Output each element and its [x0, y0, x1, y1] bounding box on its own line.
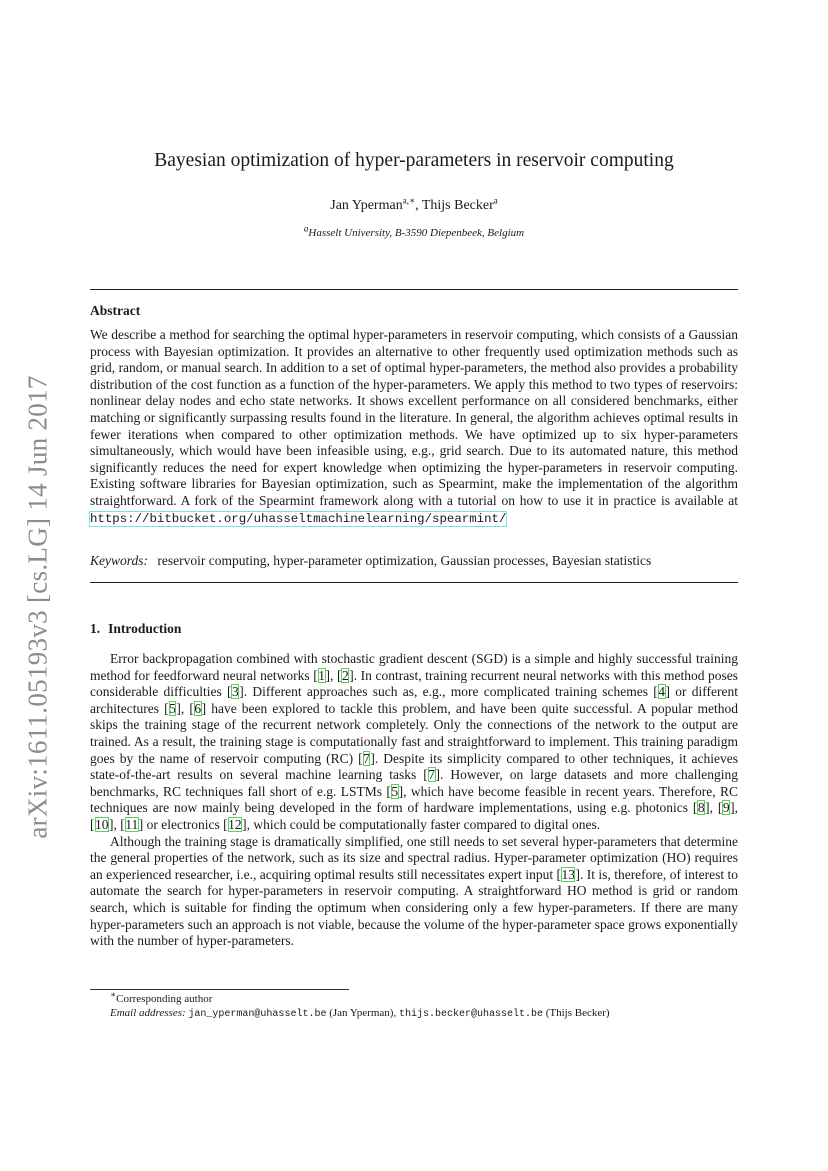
section-number: 1. [90, 621, 101, 636]
paragraph-text: or different architectures [90, 684, 738, 716]
citation-link[interactable]: 4 [658, 684, 665, 700]
citation-link[interactable]: 12 [228, 816, 242, 832]
citation-link[interactable]: 7 [363, 750, 370, 766]
paragraph-text: , which have become feasible in recent years. Therefore, RC techniques are now mainly being developed in the form of hardware implementations, using e.g. photonics [90, 783, 739, 816]
email-owner: (Thijs Becker) [542, 1007, 610, 1019]
citation-link[interactable]: 5 [169, 700, 176, 716]
paragraph-text: Error backpropagation combined with stochastic gradient descent (SGD) is a simple and highly successful training method for feedforward neural networks [90, 651, 738, 683]
abstract-heading: Abstract [90, 303, 141, 318]
paragraph-text: . In contrast, training recurrent neural networks with this method poses considerable difficulties [90, 667, 739, 700]
paragraph-text: , [180, 700, 190, 716]
paragraph-text: , [734, 800, 739, 816]
author-name: Thijs Becker [421, 198, 494, 213]
citation-link[interactable]: 6 [194, 700, 202, 716]
arxiv-identifier: arXiv:1611.05193v3 [cs.LG] 14 Jun 2017 [22, 375, 53, 839]
paragraph-text: or electronics [143, 816, 224, 832]
email-link[interactable]: jan_yperman@uhasselt.be [188, 1009, 327, 1020]
abstract-bottom-rule [90, 582, 738, 583]
author-list [90, 195, 738, 214]
paragraph-text: Although the training stage is dramatically simplified, one still needs to set several hyper-parameters that determine the general properties of the network, such as its size and spectral radius. Hyper-parameter optimization (HO) requires an experienced researcher, i.e., acquiring optimal results still necessitates expert input [90, 833, 738, 882]
abstract-text: We describe a method for searching the optimal hyper-parameters in reservoir computing, which consists of a Gaussian process with Bayesian optimization. It provides an alternative to other frequently used optimization methods such as grid, random, or manual search. In addition to a set of optimal hyper-parameters, the method also provides a probability distribution of the cost function as a function of the hyper-parameters. We apply this method to two types of reservoirs: nonlinear delay nodes and echo state networks. It shows excellent performance on all considered benchmarks, either matching or significantly surpassing results found in the literature. In general, the algorithm achieves optimal results in fewer iterations when compared to other optimization methods. We have optimized up to six hyper-parameters simultaneously, which would have been infeasible using, e.g., grid search. Due to its automated nature, this method significantly reduces the need for expert knowledge when optimizing the hyper-parameters in reservoir computing. Existing software libraries for Bayesian optimization, such as Spearmint, make the implementation of the algorithm straightforward. A fork of the Spearmint framework along with a tutorial on how to use it in practice is available at [90, 327, 738, 508]
paragraph-text: , [709, 800, 718, 816]
email-owner: (Jan Yperman), [326, 1007, 399, 1019]
paragraph-text: . Despite its simplicity compared to other techniques, it achieves state-of-the-art results on several machine learning tasks [90, 750, 738, 783]
spearmint-repo-link[interactable]: https://bitbucket.org/uhasseltmachinelearning/spearmint/ [90, 511, 507, 526]
author-superscript: a,∗ [402, 195, 416, 206]
affiliation [90, 223, 738, 239]
footnote-corresponding [90, 989, 738, 1006]
introduction-body [90, 651, 738, 950]
footnote-marker: ∗ [110, 989, 117, 1000]
paragraph-text: . It is, therefore, of interest to automate the search for hyper-parameters in reservoir computing. A straightforward HO method is grid or random search, which is suitable for finding the optimum when considering only a few hyper-parameters. If there are many hyper-parameters such an approach is not viable, because the volume of the hyper-parameter space grows exponentially with the number of hyper-parameters. [90, 866, 738, 949]
footnote-emails [90, 1006, 738, 1022]
citation-link[interactable]: 9 [722, 800, 730, 816]
keywords-text: reservoir computing, hyper-parameter optimization, Gaussian processes, Bayesian statistics [157, 553, 652, 568]
arxiv-sidebar-stamp [8, 365, 68, 850]
affiliation-text: Hasselt University, B-3590 Diepenbeek, Belgium [308, 227, 525, 239]
citation-link[interactable]: 10 [95, 816, 109, 832]
email-link[interactable]: thijs.becker@uhasselt.be [398, 1009, 543, 1020]
citation-link[interactable]: 8 [697, 800, 705, 816]
section-heading [90, 621, 181, 637]
paragraph-text: , which could be computationally faster compared to digital ones. [246, 816, 601, 832]
abstract-body [90, 327, 738, 527]
keywords-label: Keywords: [90, 553, 148, 568]
affiliation-superscript: a [303, 223, 309, 234]
citation-link[interactable]: 13 [561, 866, 575, 882]
email-label: Email addresses: [110, 1007, 186, 1019]
author-superscript: a [493, 195, 498, 206]
paragraph-text: . Different approaches such as, e.g., more complicated training schemes [243, 684, 654, 700]
paragraph: Although the training stage is dramatically simplified, one still needs to set several hyper-parameters that determine the general properties of the network, such as its size and spectral radius. Hyper-parameter optimization (HO) requires an experienced researcher, i.e., acquiring optimal results still necessitates expert input [13]. It is, therefore, of interest to automate the search for hyper-parameters in reservoir computing. A straightforward HO method is grid or random search, which is suitable for finding the optimum when considering only a few hyper-parameters. If there are many hyper-parameters such an approach is not viable, because the volume of the hyper-parameter space grows exponentially with the number of hyper-parameters. [90, 833, 738, 949]
citation-link[interactable]: 5 [391, 783, 399, 799]
paragraph: Error backpropagation combined with stochastic gradient descent (SGD) is a simple and highly successful training method for feedforward neural networks [1], [2]. In contrast, training recurrent neural networks with this method poses considerable difficulties [3]. Different approaches such as, e.g., more complicated training schemes [4] or different architectures [5], [6] have been explored to tackle this problem, and have been quite successful. A popular method skips the training stage of the recurrent network completely. Only the connections of the network to the output are trained. As a result, the training stage is computationally fast and straightforward to implement. This training paradigm goes by the name of reservoir computing (RC) [7]. Despite its simplicity compared to other techniques, it achieves state-of-the-art results on several machine learning tasks [7]. However, on large datasets and more challenging benchmarks, RC techniques fall short of e.g. LSTMs [5], which have become feasible in recent years. Therefore, RC techniques are now mainly being developed in the form of hardware implementations, using e.g. photonics [8], [9], [10], [11] or electronics [12], which could be computationally faster compared to digital ones. [90, 651, 739, 832]
paper-title: Bayesian optimization of hyper-parameters in reservoir computing [154, 150, 674, 171]
author-separator: , [415, 198, 422, 213]
footnote-rule [90, 989, 349, 990]
keywords-line [90, 553, 738, 569]
section-title: Introduction [108, 621, 182, 636]
footnote-text: Corresponding author [116, 993, 213, 1005]
paragraph-text: , [330, 667, 337, 683]
citation-link[interactable]: 1 [318, 667, 325, 683]
abstract-top-rule [90, 289, 738, 290]
paragraph-text: , [113, 816, 121, 832]
citation-link[interactable]: 11 [125, 816, 139, 832]
author-name: Jan Yperman [330, 198, 403, 213]
paragraph-text: have been explored to tackle this problem, and have been quite successful. A popular method skips the training stage of the recurrent network completely. Only the connections of the network to the output are trained. As a result, the training stage is computationally fast and straightforward to implement. This training paradigm goes by the name of reservoir computing (RC) [90, 700, 738, 766]
paragraph-text: . However, on large datasets and more challenging benchmarks, RC techniques fall short of e.g. LSTMs [90, 767, 738, 799]
citation-link[interactable]: 2 [341, 667, 349, 683]
citation-link[interactable]: 7 [428, 767, 435, 783]
citation-link[interactable]: 3 [231, 684, 239, 700]
